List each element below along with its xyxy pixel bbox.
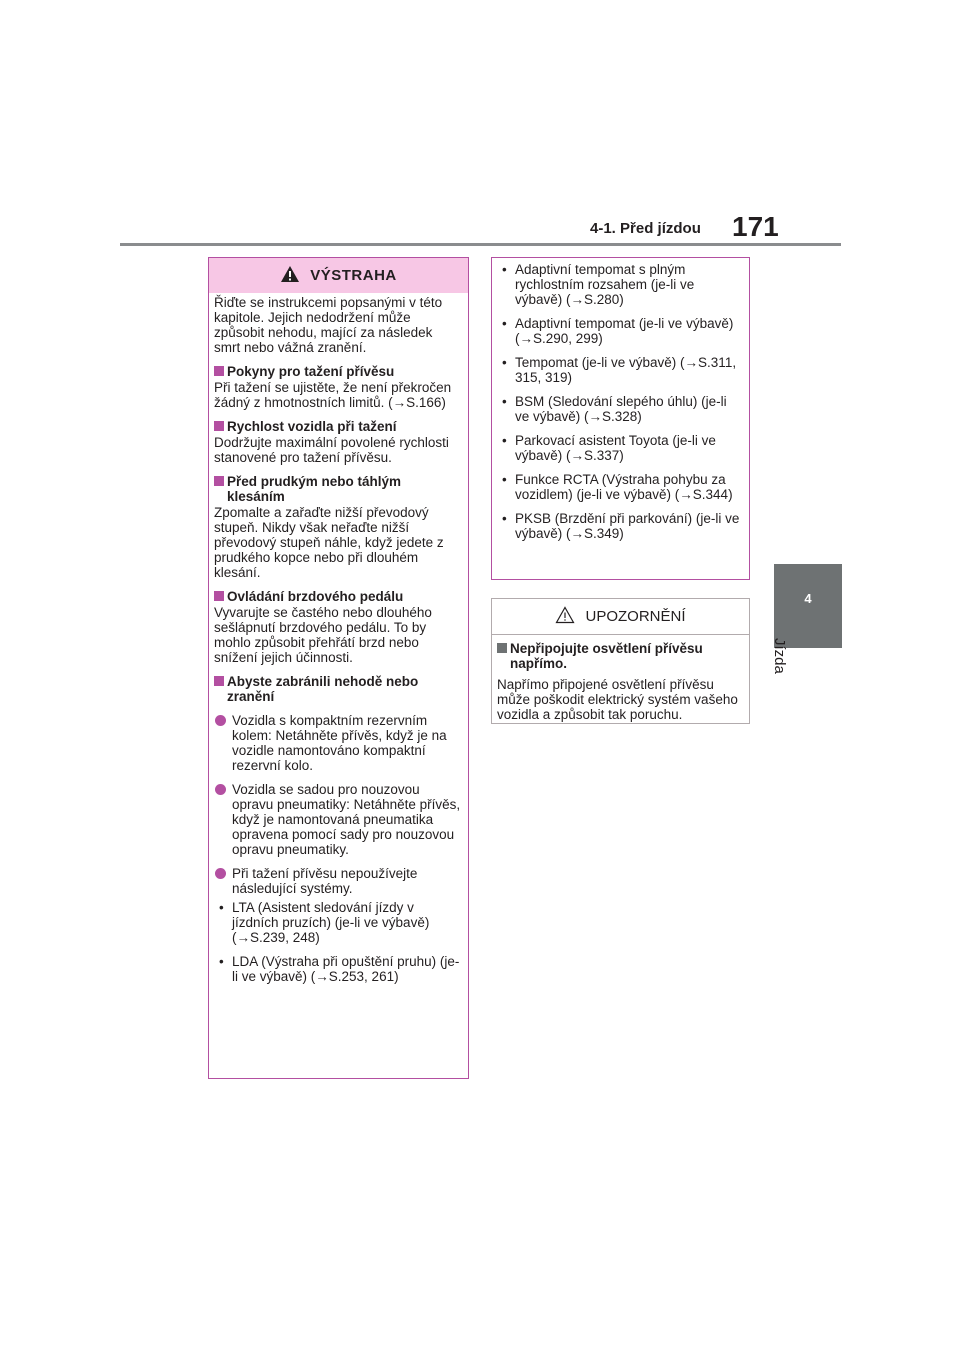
caution-box (491, 598, 750, 724)
caution-triangle-icon (555, 606, 575, 628)
system-list-item: • Tempomat (je-li ve výbavě) (→S.311, 315, 319) (497, 355, 743, 385)
caution-header (492, 599, 749, 635)
section-text: Dodržujte maximální povolené rychlosti stanovené pro tažení přívěsu. (214, 435, 449, 465)
systems-continued-box (491, 257, 750, 580)
system-list-item: • Adaptivní tempomat (je-li ve výbavě) (→S.290, 299) (497, 316, 743, 346)
chapter-tab (774, 564, 842, 648)
system-list-item: • Parkovací asistent Toyota (je-li ve výbavě) (→S.337) (497, 433, 743, 463)
caution-text: Napřímo připojené osvětlení přívěsu může poškodit elektrický systém vašeho vozidla a způsobit tak poruchu. (497, 677, 738, 722)
circle-bullet-item: Při tažení přívěsu nepoužívejte následující systémy. (214, 866, 462, 896)
section-heading: Před prudkým nebo táhlým klesáním (214, 474, 462, 504)
warning-body (209, 293, 468, 984)
section-title: 4-1. Před jízdou (590, 220, 701, 237)
circle-bullet-item: Vozidla se sadou pro nouzovou opravu pneumatiky: Netáhněte přívěs, když je namontovaná pneumatika opravena pomocí sady pro nouzovou opravu pneumatiky. (214, 782, 462, 857)
system-list-item: • LDA (Výstraha při opuštění pruhu) (je-li ve výbavě) (→S.253, 261) (214, 954, 462, 984)
warning-box (208, 257, 469, 1079)
warning-header (209, 258, 468, 293)
section-heading: Pokyny pro tažení přívěsu (214, 364, 462, 379)
system-list-item: • LTA (Asistent sledování jízdy v jízdních pruzích) (je-li ve výbavě) (→S.239, 248) (214, 900, 462, 945)
system-list-item: • Adaptivní tempomat s plným rychlostním rozsahem (je-li ve výbavě) (→S.280) (497, 262, 743, 307)
section-heading: Rychlost vozidla při tažení (214, 419, 462, 434)
caution-heading: Nepřipojujte osvětlení přívěsu napřímo. (497, 641, 743, 671)
circle-bullet-item: Vozidla s kompaktním rezervním kolem: Netáhněte přívěs, když je na vozidle namontováno kompaktní rezervní kolo. (214, 713, 462, 773)
warning-title: VÝSTRAHA (310, 267, 397, 284)
warning-triangle-icon (280, 265, 300, 287)
chapter-number: 4 (804, 591, 812, 606)
caution-body (492, 635, 749, 722)
page-number: 171 (732, 211, 779, 242)
section-text: Při tažení se ujistěte, že není překročen žádný z hmotnostních limitů. (→S.166) (214, 380, 452, 410)
system-list-item: • Funkce RCTA (Výstraha pohybu za vozidlem) (je-li ve výbavě) (→S.344) (497, 472, 743, 502)
section-text: Vyvarujte se častého nebo dlouhého sešlápnutí brzdového pedálu. To by mohlo způsobit přehřátí brzd nebo snížení jejich účinnosti. (214, 605, 432, 665)
warning-intro: Řiďte se instrukcemi popsanými v této kapitole. Jejich nedodržení může způsobit nehodu, mající za následek smrt nebo vážná zranění. (214, 295, 443, 355)
header-rule (120, 243, 841, 246)
caution-title: UPOZORNĚNÍ (585, 608, 686, 625)
section-heading: Ovládání brzdového pedálu (214, 589, 462, 604)
systems-list (492, 258, 749, 541)
chapter-label: Jízda (771, 638, 788, 674)
section-text: Zpomalte a zařaďte nižší převodový stupeň. Nikdy však neřaďte nižší převodový stupeň náhle, když jedete z prudkého kopce nebo při dlouhém klesání. (214, 505, 444, 580)
section-heading: Abyste zabránili nehodě nebo zranění (214, 674, 462, 704)
system-list-item: • PKSB (Brzdění při parkování) (je-li ve výbavě) (→S.349) (497, 511, 743, 541)
system-list-item: • BSM (Sledování slepého úhlu) (je-li ve výbavě) (→S.328) (497, 394, 743, 424)
